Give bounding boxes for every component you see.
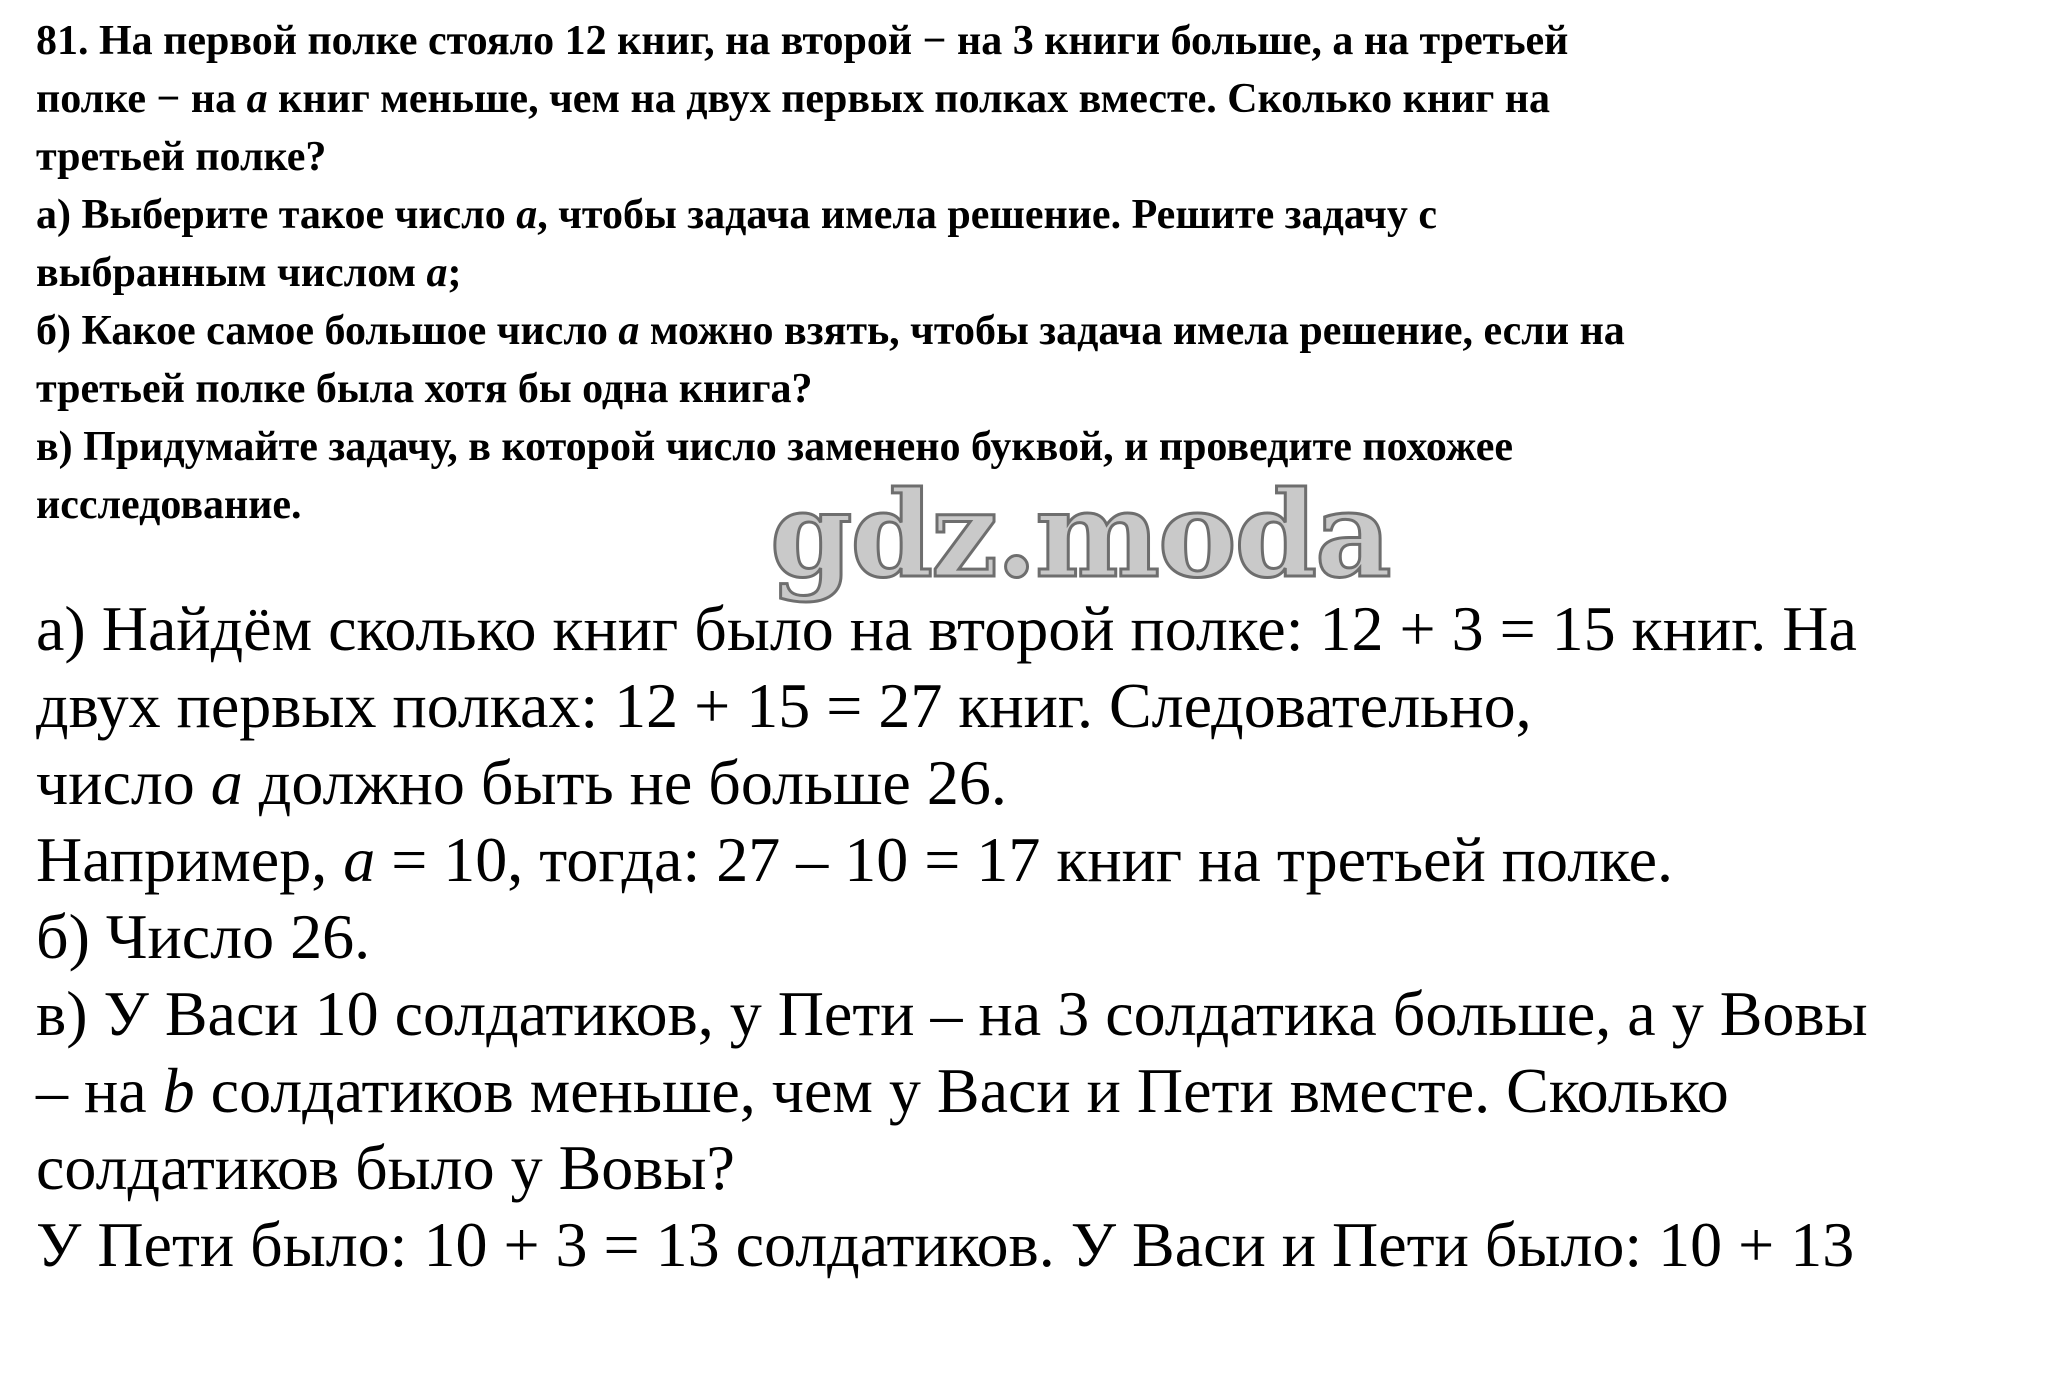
text-line: [36, 821, 2036, 898]
text-line: [36, 1206, 2036, 1283]
text-line: [36, 744, 2036, 821]
variable-symbol: a: [618, 308, 640, 354]
text-line: [36, 898, 2036, 975]
text-line: [36, 128, 2026, 186]
text-line: [36, 12, 2026, 70]
text-line: [36, 1129, 2036, 1206]
text-line: [36, 667, 2036, 744]
text-segment: третьей полке была хотя бы одна книга?: [36, 366, 813, 412]
text-segment: можно взять, чтобы задача имела решение, если на: [639, 308, 1625, 354]
text-segment: 81. На первой полке стояло 12 книг, на второй − на 3 книги больше, а на третьей: [36, 18, 1569, 64]
text-segment: = 10, тогда: 27 – 10 = 17 книг на третьей полке.: [375, 824, 1674, 895]
text-segment: , чтобы задача имела решение. Решите задачу с: [537, 192, 1438, 238]
text-segment: полке − на: [36, 76, 247, 122]
text-segment: в) Придумайте задачу, в которой число заменено буквой, и проведите похожее: [36, 424, 1514, 470]
text-line: [36, 70, 2026, 128]
text-segment: выбранным числом: [36, 250, 427, 296]
text-line: [36, 975, 2036, 1052]
text-segment: б) Какое самое большое число: [36, 308, 619, 354]
text-segment: третьей полке?: [36, 134, 327, 180]
text-segment: У Пети было: 10 + 3 = 13 солдатиков. У Васи и Пети было: 10 + 13: [36, 1209, 1855, 1280]
text-segment: в) У Васи 10 солдатиков, у Пети – на 3 солдатика больше, а у Вовы: [36, 978, 1868, 1049]
variable-symbol: a: [426, 250, 448, 296]
variable-symbol: a: [343, 824, 376, 895]
variable-symbol: b: [162, 1055, 195, 1126]
variable-symbol: a: [246, 76, 268, 122]
variable-symbol: a: [516, 192, 538, 238]
text-segment: – на: [36, 1055, 163, 1126]
watermark: gdz.moda: [770, 465, 1390, 604]
text-segment: ;: [447, 250, 462, 296]
variable-symbol: a: [210, 747, 243, 818]
text-segment: а) Найдём сколько книг было на второй полке: 12 + 3 = 15 книг. На: [36, 593, 1857, 664]
text-line: [36, 302, 2026, 360]
answer-text: [36, 590, 2036, 1283]
text-segment: солдатиков было у Вовы?: [36, 1132, 735, 1203]
text-line: [36, 360, 2026, 418]
text-segment: а) Выберите такое число: [36, 192, 517, 238]
text-line: [36, 244, 2026, 302]
text-line: [36, 1052, 2036, 1129]
text-segment: солдатиков меньше, чем у Васи и Пети вместе. Сколько: [194, 1055, 1729, 1126]
task-statement: [36, 12, 2026, 534]
text-segment: число: [36, 747, 211, 818]
text-line: [36, 186, 2026, 244]
text-line: [36, 590, 2036, 667]
text-segment: б) Число 26.: [36, 901, 371, 972]
text-segment: книг меньше, чем на двух первых полках вместе. Сколько книг на: [267, 76, 1550, 122]
text-segment: исследование.: [36, 482, 302, 528]
text-segment: двух первых полках: 12 + 15 = 27 книг. Следовательно,: [36, 670, 1532, 741]
text-segment: Например,: [36, 824, 344, 895]
text-segment: должно быть не больше 26.: [242, 747, 1007, 818]
